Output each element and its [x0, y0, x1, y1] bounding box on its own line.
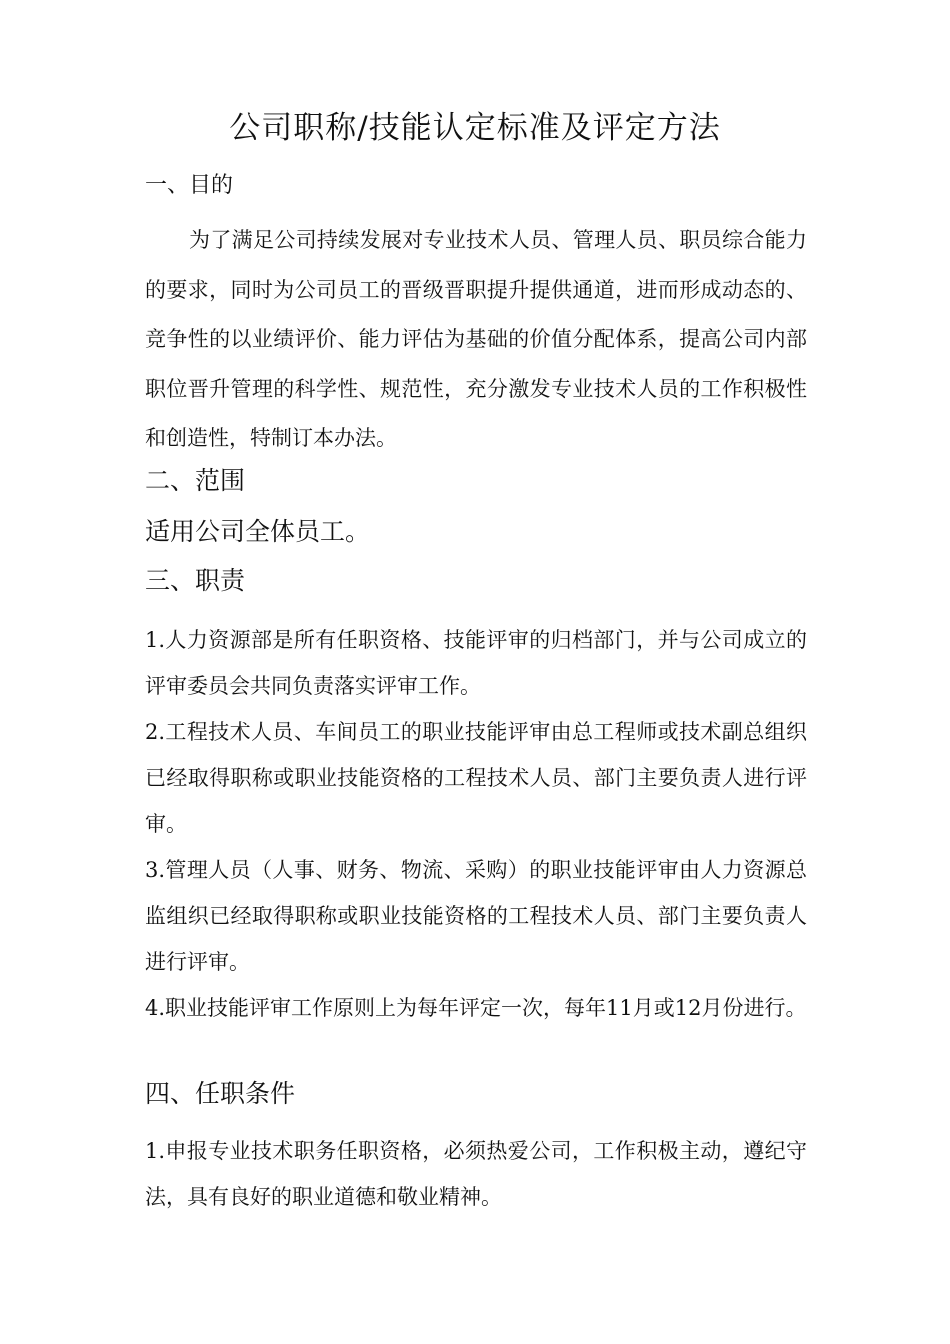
section-heading-conditions: 四、任职条件 — [145, 1079, 296, 1108]
section-heading-duties: 三、职责 — [145, 566, 246, 595]
duty-item-4: 4.职业技能评审工作原则上为每年评定一次，每年11月或12月份进行。 — [145, 996, 807, 1020]
section-heading-scope: 二、范围 — [145, 466, 246, 495]
duty-item-2: 2.工程技术人员、车间员工的职业技能评审由总工程师或技术副总组织已经取得职称或职业技能资格的工程技术人员、部门主要负责人进行评审。 — [145, 720, 807, 836]
scope-paragraph: 适用公司全体员工。 — [145, 517, 371, 546]
condition-item-1: 1.申报专业技术职务任职资格，必须热爱公司，工作积极主动，遵纪守法，具有良好的职业道德和敬业精神。 — [145, 1139, 807, 1209]
purpose-paragraph: 为了满足公司持续发展对专业技术人员、管理人员、职员综合能力的要求，同时为公司员工的晋级晋职提升提供通道，进而形成动态的、竞争性的以业绩评价、能力评估为基础的价值分配体系，提高公司内部职位晋升管理的科学性、规范性，充分激发专业技术人员的工作积极性和创造性，特制订本办法。 — [145, 228, 807, 450]
duty-item-1: 1.人力资源部是所有任职资格、技能评审的归档部门，并与公司成立的评审委员会共同负责落实评审工作。 — [145, 628, 807, 698]
document-title: 公司职称/技能认定标准及评定方法 — [229, 110, 721, 146]
section-heading-purpose: 一、目的 — [145, 173, 234, 198]
duty-item-3: 3.管理人员（人事、财务、物流、采购）的职业技能评审由人力资源总监组织已经取得职称或职业技能资格的工程技术人员、部门主要负责人进行评审。 — [145, 858, 807, 974]
